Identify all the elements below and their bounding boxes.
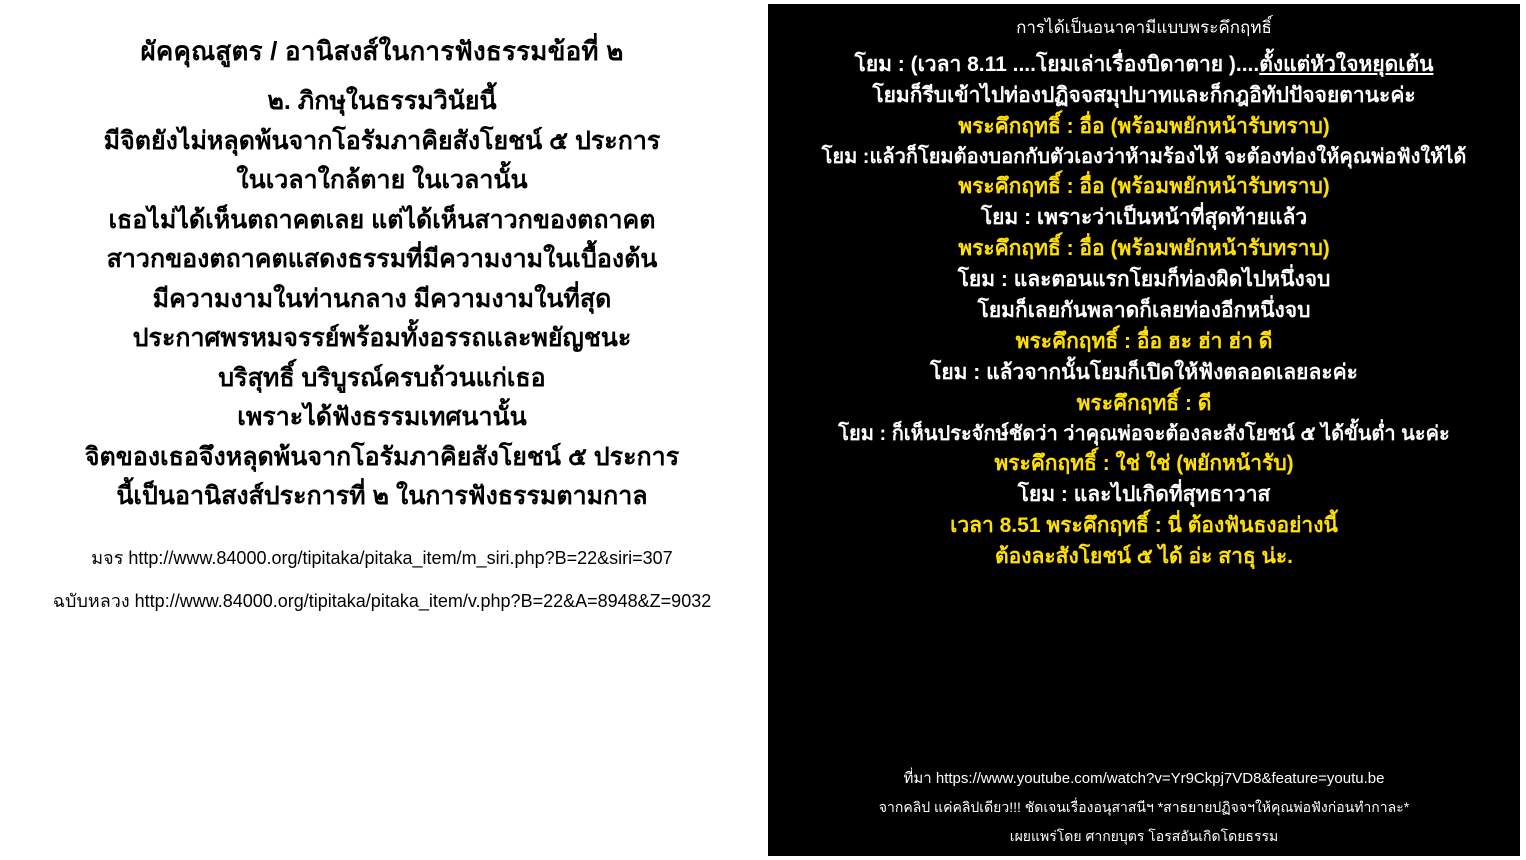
dialogue-line-14: พระคึกฤทธิ์ : ใช่ ใช่ (พยักหน้ารับ) <box>994 452 1294 476</box>
right-dialogue-panel <box>764 0 1526 860</box>
scripture-line: มีความงามในท่านกลาง มีความงามในที่สุด <box>152 284 612 313</box>
scripture-line: ประกาศพรหมจรรย์พร้อมทั้งอรรถและพยัญชนะ <box>132 324 632 353</box>
dialogue-line-17: ต้องละสังโยชน์ ๕ ได้ อ่ะ สาธุ น่ะ. <box>995 545 1293 569</box>
dialogue-line-7: พระคึกฤทธิ์ : อื่อ (พร้อมพยักหน้ารับทราบ) <box>958 237 1330 261</box>
dialogue-line-5: พระคึกฤทธิ์ : อื่อ (พร้อมพยักหน้ารับทราบ) <box>958 175 1330 199</box>
dialogue-line-11: โยม : แล้วจากนั้นโยมก็เปิดให้ฟังตลอดเลยละค่ะ <box>930 360 1358 384</box>
reference-links <box>18 543 746 615</box>
dialogue-line-2: โยมก็รีบเข้าไปท่องปฏิจจสมุปบาทและก็กฎอิทัปปัจจยตานะค่ะ <box>872 83 1416 107</box>
dialogue-line-8: โยม : และตอนแรกโยมก็ท่องผิดไปหนึ่งจบ <box>957 268 1331 292</box>
dialogue-heading: การได้เป็นอนาคามีแบบพระคึกฤทธิ์ <box>1016 18 1272 37</box>
reference-line-luang[interactable]: ฉบับหลวง http://www.84000.org/tipitaka/pitaka_item/v.php?B=22&A=8948&Z=9032 <box>52 590 712 611</box>
dialogue-line-4: โยม :แล้วก็โยมต้องบอกกับตัวเองว่าห้ามร้องไห้ จะต้องท่องให้คุณพ่อฟังให้ได้ <box>821 145 1467 168</box>
dialogue-line-1 <box>855 51 1434 79</box>
dialogue-line-10: พระคึกฤทธิ์ : อื่อ ฮะ ฮ่า ฮ่า ดี <box>1015 329 1273 353</box>
scripture-line: เพราะได้ฟังธรรมเทศนานั้น <box>237 403 527 432</box>
source-link[interactable]: ที่มา https://www.youtube.com/watch?v=Yr9Ckpj7VD8&feature=youtu.be <box>903 770 1385 787</box>
page-title: ผัคคุณสูตร / อานิสงส์ในการฟังธรรมข้อที่ ๒ <box>140 36 624 66</box>
scripture-line: บริสุทธิ์ บริบูรณ์ครบถ้วนแก่เธอ <box>218 363 546 392</box>
dialogue-line-13: โยม : ก็เห็นประจักษ์ชัดว่า ว่าคุณพ่อจะต้องละสังโยชน์ ๕ ได้ขั้นต่ำ นะค่ะ <box>838 422 1450 445</box>
scripture-line: ในเวลาใกล้ตาย ในเวลานั้น <box>236 166 528 195</box>
dialogue-line-6: โยม : เพราะว่าเป็นหน้าที่สุดท้ายแล้ว <box>980 206 1308 230</box>
scripture-line: สาวกของตถาคตแสดงธรรมที่มีความงามในเบื้องต้น <box>106 245 658 274</box>
scripture-line: ๒. ภิกษุในธรรมวินัยนี้ <box>267 87 497 116</box>
scripture-body <box>18 85 746 513</box>
scripture-line: เธอไม่ได้เห็นตถาคตเลย แต่ได้เห็นสาวกของตถาคต <box>108 205 656 234</box>
dialogue-footer <box>780 766 1508 848</box>
scripture-line: มีจิตยังไม่หลุดพ้นจากโอรัมภาคิยสังโยชน์ ๕ ประการ <box>103 126 661 155</box>
scripture-line: จิตของเธอจึงหลุดพ้นจากโอรัมภาคิยสังโยชน์ ๕ ประการ <box>84 442 680 471</box>
dialogue-text: โยม : (เวลา 8.11 ....โยมเล่าเรื่องบิดาตาย )....ตั้งแต่หัวใจหยุดเต้น <box>854 53 1434 76</box>
dialogue-line-3: พระคึกฤทธิ์ : อื่อ (พร้อมพยักหน้ารับทราบ) <box>958 114 1330 138</box>
dialogue-body <box>780 51 1508 752</box>
dialogue-line-16: เวลา 8.51 พระคึกฤทธิ์ : นี่ ต้องฟันธงอย่างนี้ <box>950 514 1338 538</box>
dialogue-card <box>768 4 1520 856</box>
scripture-line: นี้เป็นอานิสงส์ประการที่ ๒ ในการฟังธรรมตามกาล <box>116 482 648 511</box>
reference-line-mcr[interactable]: มจร http://www.84000.org/tipitaka/pitaka_item/m_siri.php?B=22&siri=307 <box>91 547 673 568</box>
dialogue-line-9: โยมก็เลยกันพลาดก็เลยท่องอีกหนึ่งจบ <box>977 299 1311 323</box>
clip-description: จากคลิป แค่คลิปเดียว!!! ชัดเจนเรื่องอนุสาสนีฯ *สาธยายปฏิจจฯให้คุณพ่อฟังก่อนทำกาละ* <box>878 799 1410 815</box>
publisher-credit: เผยแพร่โดย ศากยบุตร โอรสอันเกิดโดยธรรม <box>1009 828 1279 844</box>
dialogue-line-12: พระคึกฤทธิ์ : ดี <box>1076 391 1212 415</box>
dialogue-line-15: โยม : และไปเกิดที่สุทธาวาส <box>1017 483 1271 507</box>
